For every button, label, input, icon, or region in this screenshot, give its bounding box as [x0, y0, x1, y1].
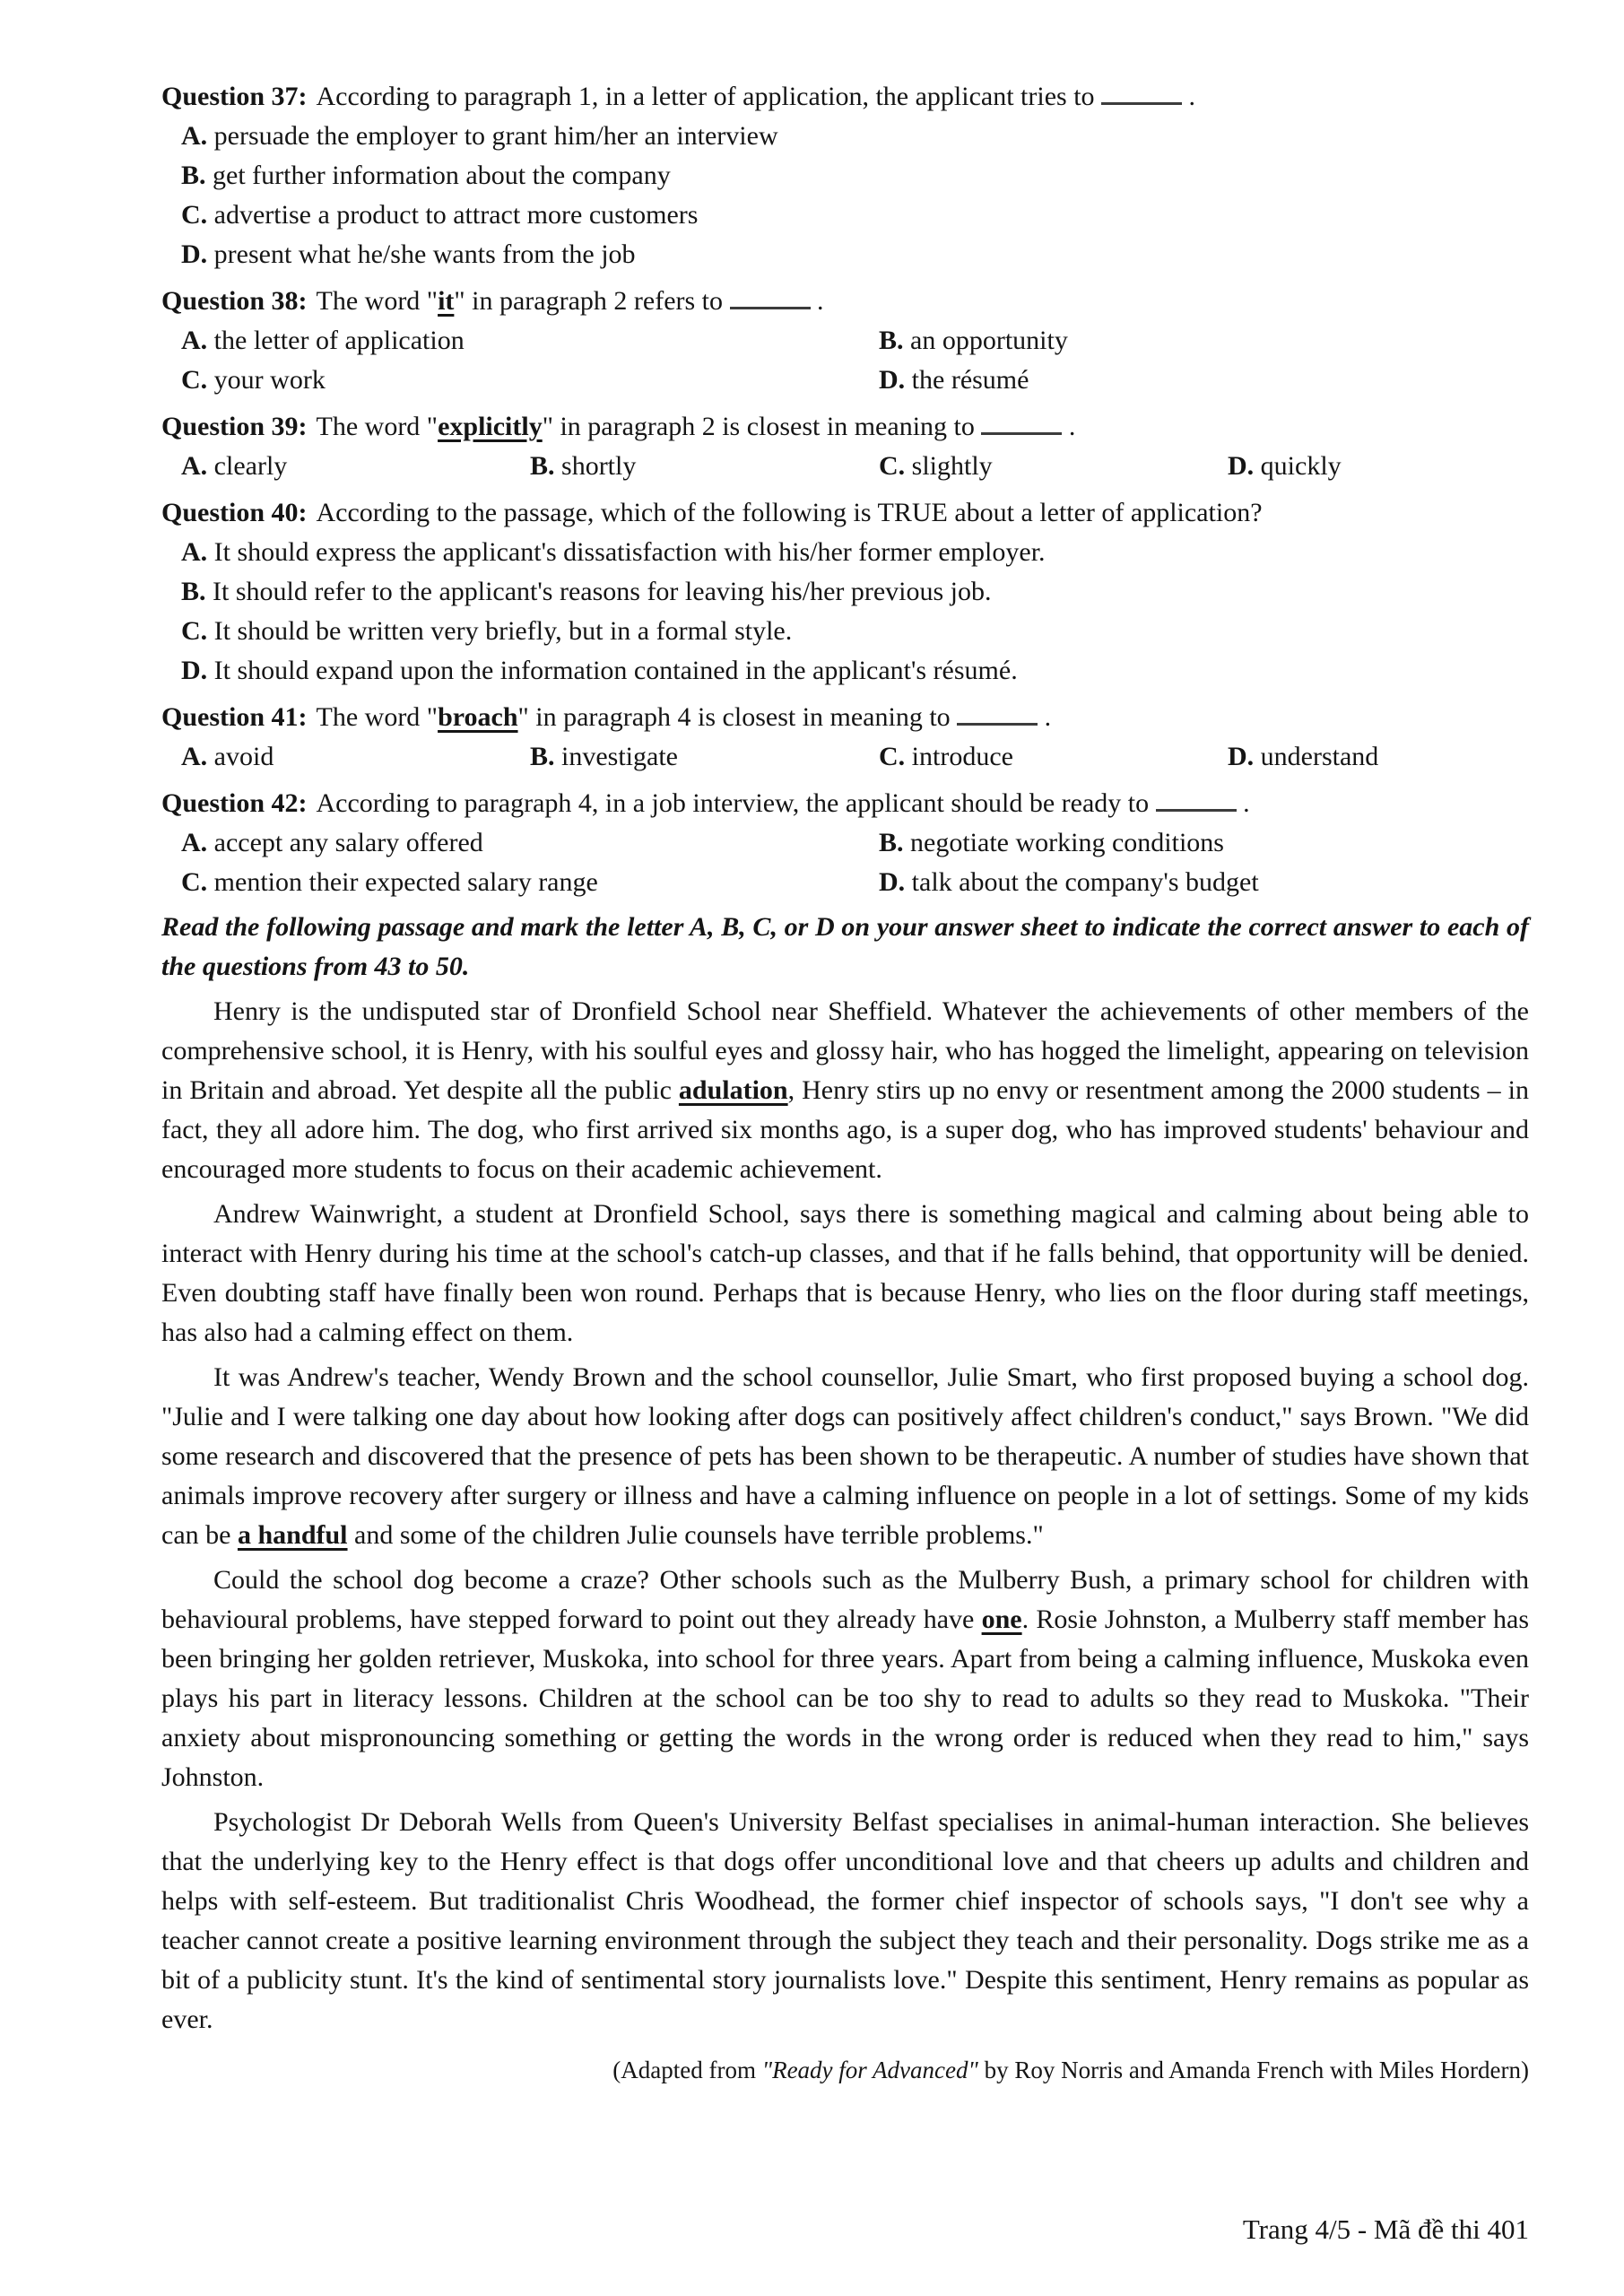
option-letter: B. [530, 451, 555, 481]
option-letter: B. [530, 742, 555, 771]
question-stem [161, 282, 1529, 321]
text-run: . [1038, 702, 1052, 732]
answer-option: C. introduce [879, 742, 1013, 771]
options-list [161, 823, 1529, 902]
text-run: According to paragraph 1, in a letter of application, the applicant tries to [316, 82, 1102, 111]
option-letter: C. [181, 200, 208, 230]
option-letter: A. [181, 451, 208, 481]
attribution-prefix: (Adapted from [612, 2057, 762, 2083]
passage-paragraph [161, 992, 1529, 1189]
question-block [161, 282, 1529, 400]
option-letter: C. [181, 867, 208, 897]
passage [161, 992, 1529, 2039]
answer-option: C. your work [181, 365, 326, 395]
option-letter: A. [181, 742, 208, 771]
question-block [161, 784, 1529, 902]
option-letter: D. [879, 867, 906, 897]
answer-option: C. It should be written very briefly, but in a formal style. [181, 616, 793, 646]
option-letter: B. [181, 577, 206, 606]
answer-option: C. slightly [879, 451, 993, 481]
option-letter: D. [1228, 451, 1255, 481]
passage-paragraph [161, 1358, 1529, 1555]
answer-blank [957, 718, 1038, 726]
emphasized-word: one [981, 1605, 1022, 1634]
answer-blank [981, 428, 1062, 435]
text-run: . [1062, 412, 1076, 441]
options-list [161, 117, 1529, 274]
emphasized-word: broach [438, 702, 518, 732]
attribution [161, 2050, 1529, 2090]
text-run: The word " [316, 286, 439, 316]
question-block [161, 698, 1529, 777]
question-number: Question 41: [161, 702, 308, 732]
answer-option: A. the letter of application [181, 326, 465, 355]
answer-option: A. It should express the applicant's dissatisfaction with his/her former employer. [181, 537, 1046, 567]
question-stem [161, 407, 1529, 447]
option-letter: A. [181, 326, 208, 355]
question-stem [161, 698, 1529, 737]
emphasized-word: it [438, 286, 455, 316]
answer-option: D. It should expand upon the information contained in the applicant's résumé. [181, 656, 1018, 685]
option-letter: B. [181, 161, 206, 190]
text-run: " in paragraph 4 is closest in meaning to [517, 702, 958, 732]
answer-option: B. negotiate working conditions [879, 828, 1224, 857]
questions-section [161, 77, 1529, 902]
answer-option: D. understand [1228, 742, 1379, 771]
answer-option: B. shortly [530, 451, 637, 481]
text-run: . [1182, 82, 1196, 111]
option-letter: C. [879, 451, 906, 481]
option-letter: C. [181, 616, 208, 646]
answer-option: D. quickly [1228, 451, 1342, 481]
passage-paragraph [161, 1803, 1529, 2039]
question-stem [161, 784, 1529, 823]
option-letter: A. [181, 121, 208, 151]
answer-option: A. clearly [181, 451, 288, 481]
question-number: Question 42: [161, 788, 308, 818]
answer-blank [730, 302, 811, 309]
text-run: The word " [316, 412, 439, 441]
text-run: , Henry stirs up no envy or resentment among the 2000 students – in fact, they all adore him. The dog, who first arrived six months ago, is a super dog, who has improved students' behaviour and encouraged more students to focus on their academic achievement. [161, 1075, 1530, 1184]
options-list [161, 447, 1529, 486]
text-run: " in paragraph 2 refers to [454, 286, 730, 316]
attribution-suffix: by Roy Norris and Amanda French with Miles Hordern) [977, 2057, 1529, 2083]
answer-blank [1101, 98, 1182, 105]
option-letter: A. [181, 537, 208, 567]
passage-paragraph [161, 1561, 1529, 1797]
section-instruction: Read the following passage and mark the letter A, B, C, or D on your answer sheet to indicate the correct answer to each of the questions from 43 to 50. [161, 912, 1529, 981]
answer-option: D. the résumé [879, 365, 1029, 395]
question-block [161, 77, 1529, 274]
text-run: It was Andrew's teacher, Wendy Brown and the school counsellor, Julie Smart, who first proposed buying a school dog. "Julie and I were talking one day about how looking after dogs can positively affect children's conduct," says Brown. "We did some research and discovered that the presence of pets has been shown to be therapeutic. A number of studies have shown that animals improve recovery after surgery or illness and have a calming influence on people in a lot of settings. Some of my kids can be [161, 1362, 1529, 1550]
question-stem [161, 493, 1529, 533]
option-letter: B. [879, 326, 904, 355]
option-letter: B. [879, 828, 904, 857]
option-letter: D. [181, 239, 208, 269]
text-run: " in paragraph 2 is closest in meaning to [542, 412, 982, 441]
options-list [161, 321, 1529, 400]
question-block [161, 493, 1529, 691]
option-letter: A. [181, 828, 208, 857]
option-letter: C. [181, 365, 208, 395]
text-run: and some of the children Julie counsels have terrible problems." [347, 1520, 1044, 1550]
answer-option: A. avoid [181, 742, 274, 771]
question-number: Question 40: [161, 498, 308, 527]
attribution-source-title: "Ready for Advanced" [761, 2057, 978, 2083]
question-block [161, 407, 1529, 486]
text-run: The word " [316, 702, 439, 732]
answer-option: D. present what he/she wants from the job [181, 239, 636, 269]
question-number: Question 39: [161, 412, 308, 441]
emphasized-word: explicitly [438, 412, 543, 441]
question-stem [161, 77, 1529, 117]
option-letter: D. [181, 656, 208, 685]
emphasized-word: adulation [678, 1075, 788, 1105]
answer-option: A. persuade the employer to grant him/her an interview [181, 121, 778, 151]
options-list [161, 737, 1529, 777]
option-letter: D. [879, 365, 906, 395]
answer-option: B. It should refer to the applicant's reasons for leaving his/her previous job. [181, 577, 992, 606]
text-run: Henry is the undisputed star of Dronfield School near Sheffield. Whatever the achievements of other members of the comprehensive school, it is Henry, with his soulful eyes and glossy hair, who has hogged the limelight, appearing on television in Britain and abroad. Yet despite all the public [161, 996, 1529, 1105]
question-number: Question 37: [161, 82, 308, 111]
question-number: Question 38: [161, 286, 308, 316]
emphasized-word: a handful [237, 1520, 348, 1550]
answer-option: A. accept any salary offered [181, 828, 483, 857]
option-letter: C. [879, 742, 906, 771]
text-run: . [1236, 788, 1250, 818]
answer-option: B. get further information about the company [181, 161, 671, 190]
text-run: . Rosie Johnston, a Mulberry staff member has been bringing her golden retriever, Muskoka, into school for three years. Apart from being a calming influence, Muskoka even plays his part in literacy lessons. Children at the school can be too shy to read to adults so they read to Muskoka. "Their anxiety about mispronouncing something or getting the words in the wrong order is reduced when they read to him," says Johnston. [161, 1605, 1530, 1792]
text-run: Could the school dog become a craze? Other schools such as the Mulberry Bush, a primary school for children with behavioural problems, have stepped forward to point out they already have [161, 1565, 1529, 1634]
text-run: . [810, 286, 824, 316]
answer-option: B. investigate [530, 742, 678, 771]
answer-option: C. advertise a product to attract more customers [181, 200, 699, 230]
option-letter: D. [1228, 742, 1255, 771]
text-run: Andrew Wainwright, a student at Dronfield School, says there is something magical and calming about being able to interact with Henry during his time at the school's catch-up classes, and that if he falls behind, that opportunity will be denied. Even doubting staff have finally been won round. Perhaps that is because Henry, who lies on the floor during staff meetings, has also had a calming effect on them. [161, 1199, 1529, 1347]
passage-paragraph [161, 1195, 1529, 1352]
page-footer: Trang 4/5 - Mã đề thi 401 [1242, 2213, 1529, 2245]
answer-option: D. talk about the company's budget [879, 867, 1259, 897]
text-run: According to the passage, which of the following is TRUE about a letter of application? [316, 498, 1263, 527]
text-run: Psychologist Dr Deborah Wells from Queen's University Belfast specialises in animal-human interaction. She believes that the underlying key to the Henry effect is that dogs offer unconditional love and that cheers up adults and children and helps with self-esteem. But traditionalist Chris Woodhead, the former chief inspector of schools says, "I don't see why a teacher cannot create a positive learning environment through the subject they teach and their personality. Dogs strike me as a bit of a publicity stunt. It's the kind of sentimental story journalists love." Despite this sentiment, Henry remains as popular as ever. [161, 1807, 1529, 2034]
text-run: According to paragraph 4, in a job interview, the applicant should be ready to [316, 788, 1156, 818]
answer-option: C. mention their expected salary range [181, 867, 598, 897]
answer-blank [1156, 804, 1237, 812]
options-list [161, 533, 1529, 691]
answer-option: B. an opportunity [879, 326, 1068, 355]
